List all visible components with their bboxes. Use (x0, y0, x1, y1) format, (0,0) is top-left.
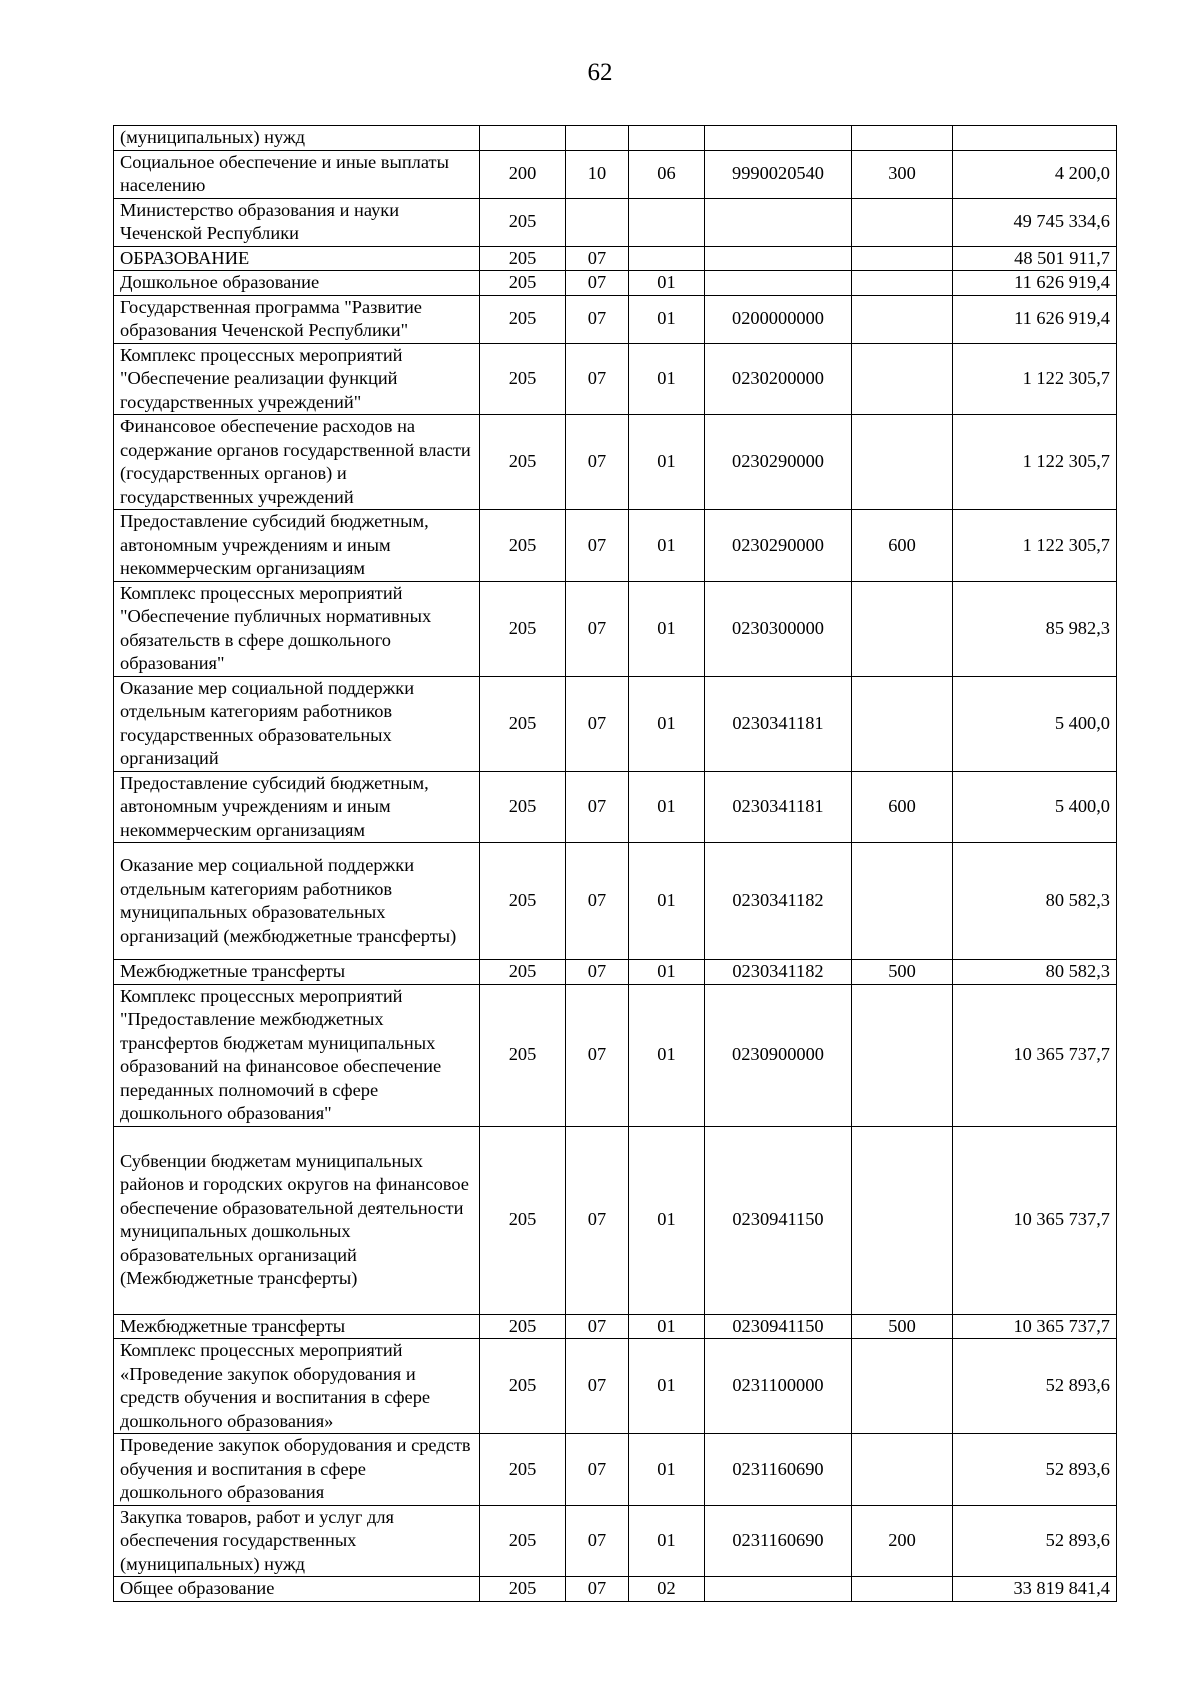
row-target-article: 0230290000 (705, 510, 852, 582)
row-name: Социальное обеспечение и иные выплаты населению (114, 150, 480, 198)
row-subsection-code: 01 (629, 1126, 705, 1314)
table-row (114, 343, 1117, 415)
row-expense-type (852, 271, 953, 296)
row-section-code: 07 (566, 843, 629, 960)
row-name: Оказание мер социальной поддержки отдельным категориям работников муниципальных образовательных организаций (межбюджетные трансферты) (114, 843, 480, 960)
row-amount (953, 126, 1117, 151)
row-expense-type (852, 581, 953, 676)
table-row (114, 1505, 1117, 1577)
row-name: Закупка товаров, работ и услуг для обеспечения государственных (муниципальных) нужд (114, 1505, 480, 1577)
row-target-article: 0230341182 (705, 960, 852, 985)
row-glava-code: 205 (480, 1505, 566, 1577)
row-expense-type: 500 (852, 960, 953, 985)
row-name: Финансовое обеспечение расходов на содержание органов государственной власти (государственных органов) и государственных учреждений (114, 415, 480, 510)
row-expense-type (852, 676, 953, 771)
row-subsection-code (629, 126, 705, 151)
row-amount: 85 982,3 (953, 581, 1117, 676)
row-subsection-code: 01 (629, 1339, 705, 1434)
row-amount: 80 582,3 (953, 960, 1117, 985)
row-subsection-code: 01 (629, 960, 705, 985)
row-subsection-code: 01 (629, 1434, 705, 1506)
row-name: ОБРАЗОВАНИЕ (114, 246, 480, 271)
table-row (114, 150, 1117, 198)
row-target-article (705, 198, 852, 246)
row-section-code: 07 (566, 1339, 629, 1434)
table-row (114, 198, 1117, 246)
row-glava-code: 205 (480, 1339, 566, 1434)
row-target-article: 0230900000 (705, 984, 852, 1126)
row-subsection-code: 01 (629, 343, 705, 415)
row-amount: 52 893,6 (953, 1339, 1117, 1434)
table-row (114, 771, 1117, 843)
row-amount: 4 200,0 (953, 150, 1117, 198)
row-target-article: 0230300000 (705, 581, 852, 676)
row-subsection-code (629, 246, 705, 271)
row-subsection-code: 01 (629, 1505, 705, 1577)
row-subsection-code: 01 (629, 676, 705, 771)
row-subsection-code: 01 (629, 510, 705, 582)
row-glava-code: 205 (480, 581, 566, 676)
table-row (114, 415, 1117, 510)
row-section-code: 07 (566, 415, 629, 510)
row-name: Комплекс процессных мероприятий "Предоставление межбюджетных трансфертов бюджетам муниципальных образований на финансовое обеспечение переданных полномочий в сфере дошкольного образования" (114, 984, 480, 1126)
row-name: Оказание мер социальной поддержки отдельным категориям работников государственных образовательных организаций (114, 676, 480, 771)
table-row (114, 1126, 1117, 1314)
row-expense-type: 200 (852, 1505, 953, 1577)
row-glava-code: 205 (480, 676, 566, 771)
table-row (114, 984, 1117, 1126)
row-section-code: 07 (566, 1434, 629, 1506)
row-amount: 1 122 305,7 (953, 510, 1117, 582)
row-subsection-code: 01 (629, 295, 705, 343)
row-expense-type (852, 126, 953, 151)
row-section-code: 07 (566, 984, 629, 1126)
table-row (114, 246, 1117, 271)
row-section-code: 07 (566, 1505, 629, 1577)
row-amount: 5 400,0 (953, 771, 1117, 843)
table-row (114, 843, 1117, 960)
row-expense-type (852, 984, 953, 1126)
row-target-article: 0230341181 (705, 771, 852, 843)
row-name: Субвенции бюджетам муниципальных районов и городских округов на финансовое обеспечение образовательной деятельности муниципальных дошкольных образовательных организаций (Межбюджетные трансферты) (114, 1126, 480, 1314)
row-subsection-code: 01 (629, 984, 705, 1126)
row-section-code: 07 (566, 246, 629, 271)
row-glava-code: 205 (480, 343, 566, 415)
row-name: Дошкольное образование (114, 271, 480, 296)
row-section-code: 07 (566, 581, 629, 676)
row-name: Межбюджетные трансферты (114, 960, 480, 985)
row-expense-type (852, 246, 953, 271)
row-target-article: 0230341181 (705, 676, 852, 771)
table-row (114, 1314, 1117, 1339)
row-subsection-code: 01 (629, 415, 705, 510)
row-glava-code (480, 126, 566, 151)
row-amount: 33 819 841,4 (953, 1577, 1117, 1602)
row-expense-type: 300 (852, 150, 953, 198)
row-amount: 1 122 305,7 (953, 415, 1117, 510)
row-section-code: 07 (566, 271, 629, 296)
row-name: Межбюджетные трансферты (114, 1314, 480, 1339)
row-expense-type (852, 343, 953, 415)
table-row (114, 960, 1117, 985)
row-section-code: 07 (566, 771, 629, 843)
row-name: (муниципальных) нужд (114, 126, 480, 151)
row-expense-type (852, 1339, 953, 1434)
row-name: Министерство образования и науки Чеченской Республики (114, 198, 480, 246)
row-name: Предоставление субсидий бюджетным, автономным учреждениям и иным некоммерческим организациям (114, 771, 480, 843)
row-expense-type (852, 1126, 953, 1314)
table-row (114, 1434, 1117, 1506)
row-glava-code: 205 (480, 1126, 566, 1314)
table-row (114, 510, 1117, 582)
row-amount: 11 626 919,4 (953, 295, 1117, 343)
row-section-code: 07 (566, 1577, 629, 1602)
row-target-article: 0231160690 (705, 1434, 852, 1506)
row-name: Комплекс процессных мероприятий "Обеспечение реализации функций государственных учреждений" (114, 343, 480, 415)
row-target-article: 9990020540 (705, 150, 852, 198)
row-target-article: 0231100000 (705, 1339, 852, 1434)
page-number: 62 (587, 59, 613, 86)
row-glava-code: 205 (480, 295, 566, 343)
row-subsection-code: 01 (629, 771, 705, 843)
row-section-code: 07 (566, 676, 629, 771)
row-amount: 52 893,6 (953, 1505, 1117, 1577)
row-section-code: 10 (566, 150, 629, 198)
row-expense-type (852, 198, 953, 246)
row-section-code: 07 (566, 510, 629, 582)
row-glava-code: 205 (480, 843, 566, 960)
row-amount: 10 365 737,7 (953, 1126, 1117, 1314)
row-amount: 48 501 911,7 (953, 246, 1117, 271)
row-section-code (566, 198, 629, 246)
row-subsection-code: 01 (629, 581, 705, 676)
row-expense-type: 600 (852, 510, 953, 582)
row-name: Комплекс процессных мероприятий "Обеспечение публичных нормативных обязательств в сфере дошкольного образования" (114, 581, 480, 676)
row-amount: 1 122 305,7 (953, 343, 1117, 415)
row-name: Предоставление субсидий бюджетным, автономным учреждениям и иным некоммерческим организациям (114, 510, 480, 582)
table-row (114, 295, 1117, 343)
row-expense-type: 600 (852, 771, 953, 843)
row-subsection-code: 01 (629, 843, 705, 960)
row-expense-type (852, 1577, 953, 1602)
row-glava-code: 205 (480, 1434, 566, 1506)
budget-table (113, 125, 1117, 1602)
row-target-article: 0230941150 (705, 1314, 852, 1339)
row-glava-code: 205 (480, 246, 566, 271)
row-glava-code: 205 (480, 1577, 566, 1602)
row-glava-code: 200 (480, 150, 566, 198)
row-section-code (566, 126, 629, 151)
row-target-article: 0230200000 (705, 343, 852, 415)
row-amount: 11 626 919,4 (953, 271, 1117, 296)
row-section-code: 07 (566, 295, 629, 343)
row-amount: 10 365 737,7 (953, 984, 1117, 1126)
row-expense-type (852, 295, 953, 343)
row-glava-code: 205 (480, 1314, 566, 1339)
row-target-article: 0230341182 (705, 843, 852, 960)
row-glava-code: 205 (480, 771, 566, 843)
table-row (114, 1577, 1117, 1602)
row-target-article (705, 271, 852, 296)
row-subsection-code (629, 198, 705, 246)
row-name: Комплекс процессных мероприятий «Проведение закупок оборудования и средств обучения и воспитания в сфере дошкольного образования» (114, 1339, 480, 1434)
table-row (114, 271, 1117, 296)
row-section-code: 07 (566, 343, 629, 415)
row-section-code: 07 (566, 1314, 629, 1339)
row-expense-type: 500 (852, 1314, 953, 1339)
row-subsection-code: 02 (629, 1577, 705, 1602)
row-expense-type (852, 843, 953, 960)
row-section-code: 07 (566, 960, 629, 985)
row-target-article: 0230941150 (705, 1126, 852, 1314)
row-glava-code: 205 (480, 510, 566, 582)
row-glava-code: 205 (480, 415, 566, 510)
row-name: Общее образование (114, 1577, 480, 1602)
row-subsection-code: 06 (629, 150, 705, 198)
row-subsection-code: 01 (629, 1314, 705, 1339)
row-target-article: 0230290000 (705, 415, 852, 510)
row-glava-code: 205 (480, 984, 566, 1126)
row-target-article (705, 1577, 852, 1602)
row-target-article: 0200000000 (705, 295, 852, 343)
row-glava-code: 205 (480, 960, 566, 985)
row-glava-code: 205 (480, 271, 566, 296)
row-expense-type (852, 1434, 953, 1506)
row-expense-type (852, 415, 953, 510)
row-amount: 49 745 334,6 (953, 198, 1117, 246)
row-subsection-code: 01 (629, 271, 705, 296)
table-row (114, 581, 1117, 676)
row-amount: 52 893,6 (953, 1434, 1117, 1506)
table-row (114, 1339, 1117, 1434)
row-amount: 5 400,0 (953, 676, 1117, 771)
row-target-article (705, 126, 852, 151)
row-glava-code: 205 (480, 198, 566, 246)
row-target-article: 0231160690 (705, 1505, 852, 1577)
row-name: Государственная программа "Развитие образования Чеченской Республики" (114, 295, 480, 343)
table-row (114, 126, 1117, 151)
row-amount: 80 582,3 (953, 843, 1117, 960)
row-target-article (705, 246, 852, 271)
table-row (114, 676, 1117, 771)
row-name: Проведение закупок оборудования и средств обучения и воспитания в сфере дошкольного образования (114, 1434, 480, 1506)
budget-table-body (114, 126, 1117, 1602)
row-section-code: 07 (566, 1126, 629, 1314)
row-amount: 10 365 737,7 (953, 1314, 1117, 1339)
